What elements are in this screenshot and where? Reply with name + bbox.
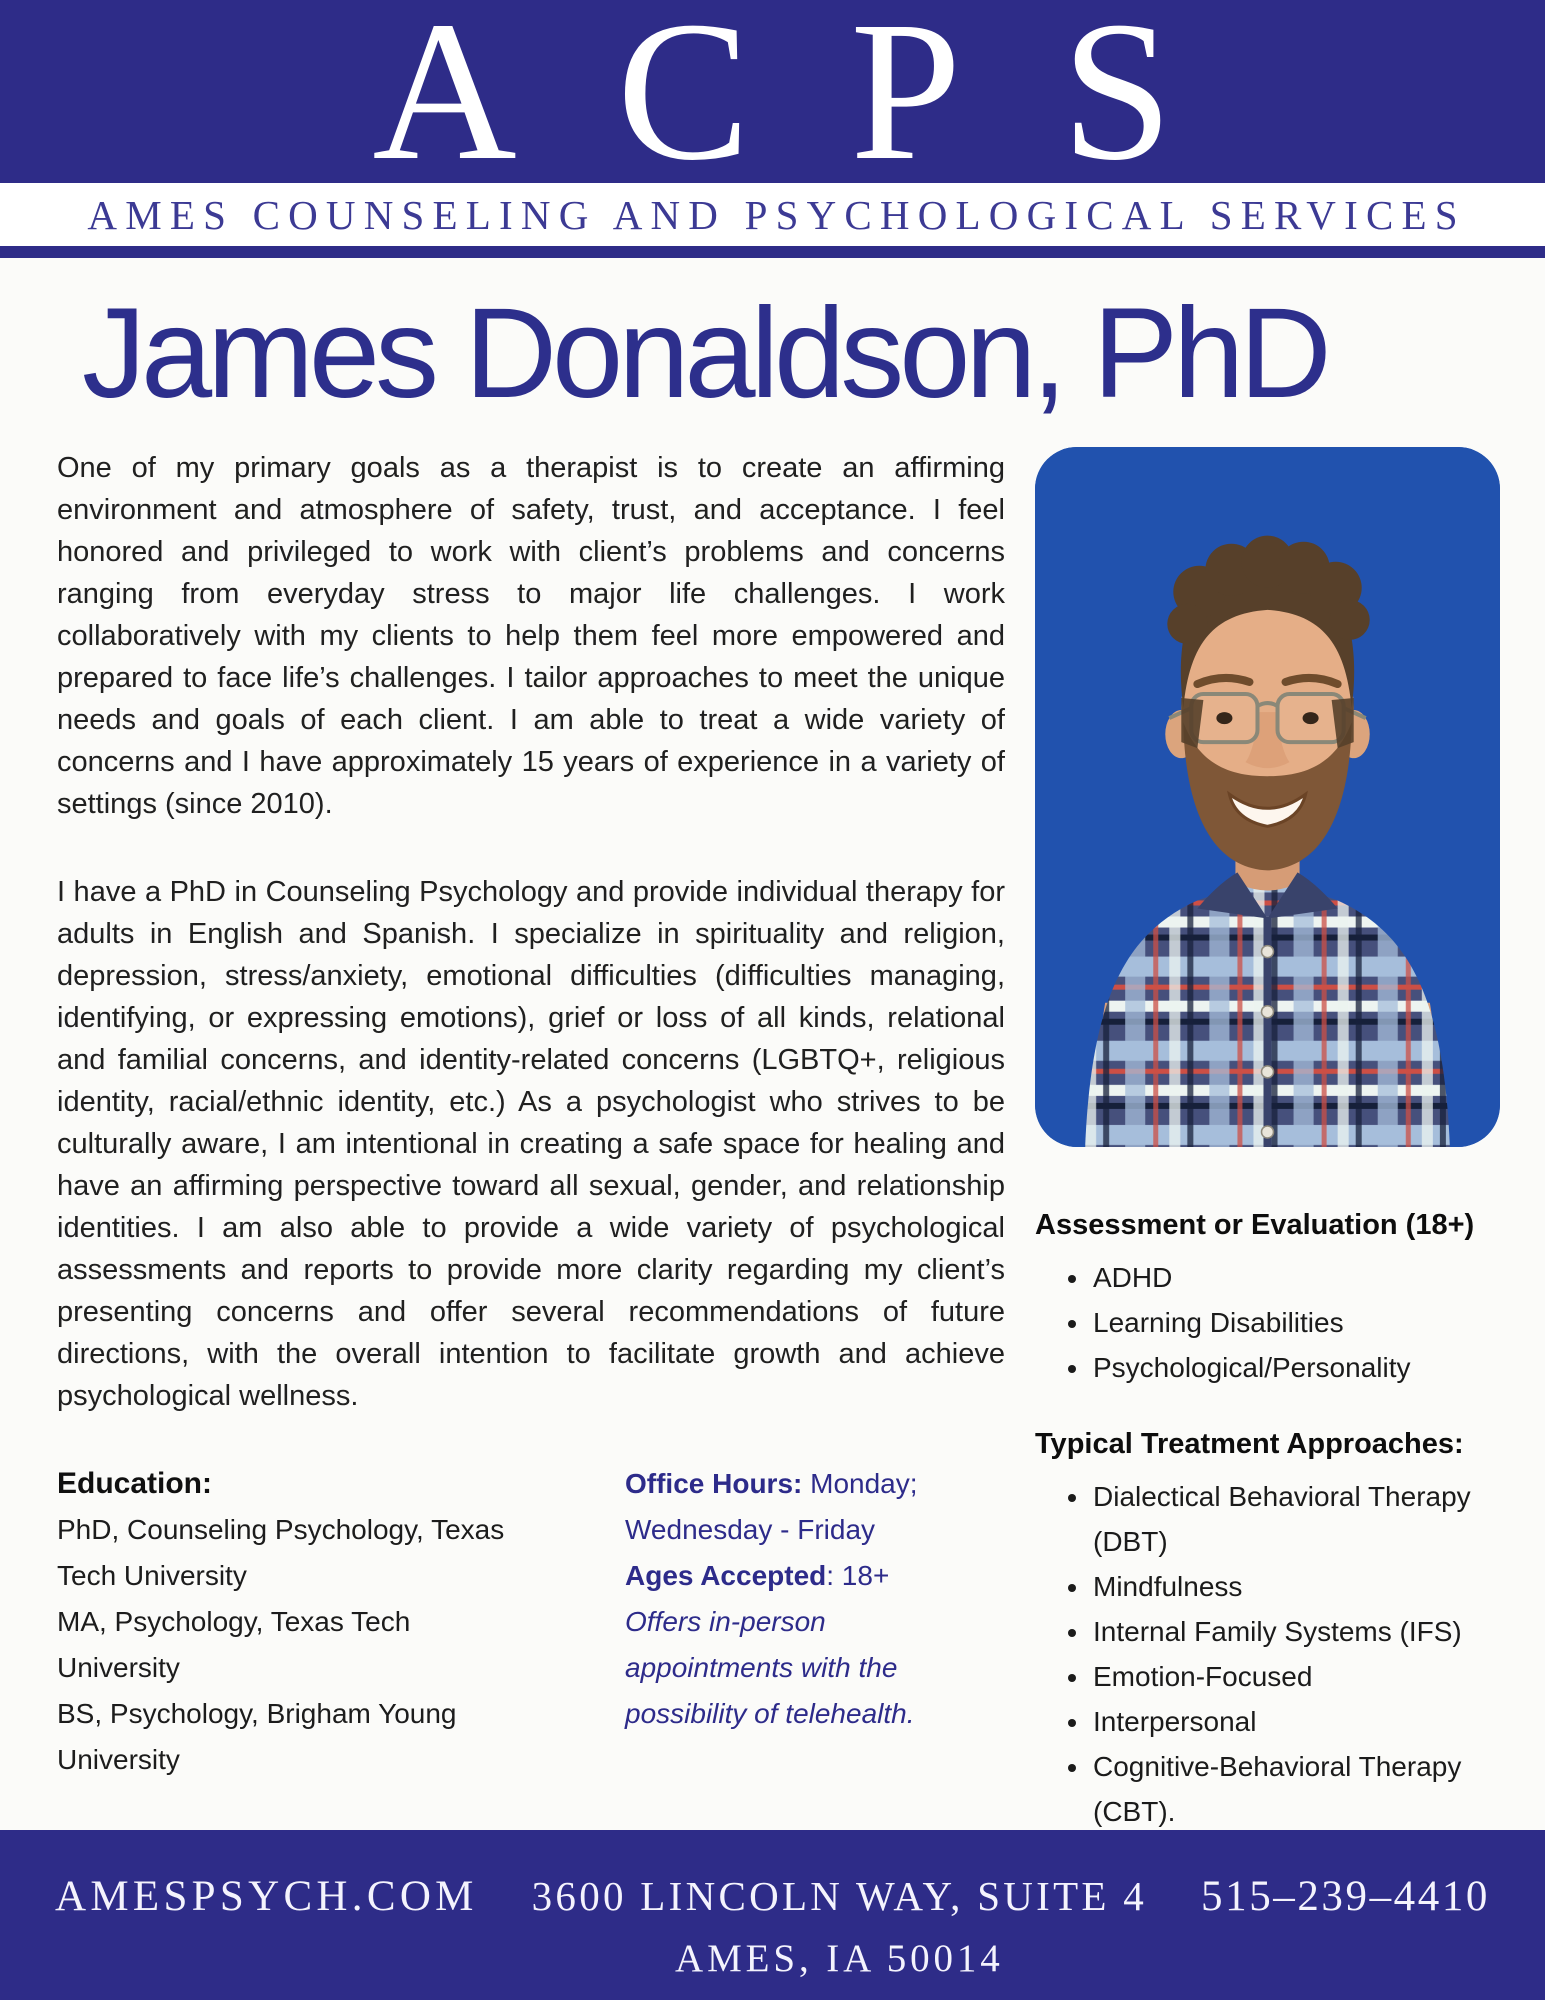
address-line-2: AMES, IA 50014 [675, 1937, 1004, 1980]
office-hours-line [625, 1461, 975, 1553]
organization-name: AMES COUNSELING AND PSYCHOLOGICAL SERVICES [87, 191, 1466, 238]
education-section [57, 1461, 537, 1783]
list-item: • Internal Family Systems (IFS) [1091, 1609, 1500, 1654]
list-item: • Cognitive-Behavioral Therapy (CBT). [1091, 1744, 1500, 1834]
treatment-list [1035, 1474, 1500, 1834]
assessment-heading: Assessment or Evaluation (18+) [1035, 1209, 1475, 1242]
header-band [0, 0, 1545, 183]
phone-number: 515–239–4410 [1201, 1873, 1490, 1920]
bio-paragraph: One of my primary goals as a therapist is to create an affirming environment and atmosphere of safety, trust, and acceptance. I feel honored and privileged to work with client’s problems and concerns ranging from everyday stress to major life challenges. I work collaboratively with my clients to help them feel more empowered and prepared to face life’s challenges. I tailor approaches to meet the unique needs and goals of each client. I am able to treat a wide variety of concerns and I have approximately 15 years of experience in a variety of settings (since 2010). [57, 452, 1005, 821]
list-item: • Mindfulness [1091, 1564, 1500, 1609]
page-title: James Donaldson, PhD [82, 282, 1327, 425]
address-line-1: 3600 LINCOLN WAY, SUITE 4 [531, 1873, 1148, 1919]
tagline-strip [0, 183, 1545, 246]
assessment-section [1035, 1205, 1500, 1390]
bio-paragraph: I have a PhD in Counseling Psychology and provide individual therapy for adults in English and Spanish. I specialize in spirituality and religion, depression, stress/anxiety, emotional difficulties (difficulties managing, identifying, or expressing emotions), grief or loss of all kinds, relational and familial concerns, and identity-related concerns (LGBTQ+, religious identity, racial/ethnic identity, etc.) As a psychologist who strives to be culturally aware, I am intentional in creating a safe space for healing and have an affirming perspective toward all sexual, gender, and relationship identities. I am also able to provide a wide variety of psychological assessments and reports to provide more clarity regarding my client’s presenting concerns and offer several recommendations of future directions, with the overall intention to facilitate growth and achieve psychological wellness. [57, 876, 1005, 1413]
list-item: • Psychological/Personality [1091, 1345, 1500, 1390]
bio-section [57, 447, 1005, 1417]
list-item: • Interpersonal [1091, 1699, 1500, 1744]
list-item: • Emotion-Focused [1091, 1654, 1500, 1699]
portrait-photo [1035, 447, 1500, 1147]
person-illustration [1035, 447, 1500, 1147]
info-row [57, 1461, 1005, 1783]
education-item: MA, Psychology, Texas Tech University [57, 1606, 411, 1684]
right-column [1035, 447, 1500, 1834]
left-column [57, 447, 1005, 1834]
treatment-heading: Typical Treatment Approaches: [1035, 1428, 1464, 1461]
address-block [478, 1872, 1201, 1981]
office-hours-value: Monday; Wednesday - Friday [625, 1468, 918, 1546]
office-info-section [625, 1461, 975, 1737]
main-content [57, 447, 1500, 1834]
treatment-section [1035, 1424, 1500, 1834]
footer-band [0, 1830, 1545, 2000]
assessment-list [1035, 1255, 1500, 1390]
education-item: BS, Psychology, Brigham Young University [57, 1698, 457, 1776]
appointment-note: Offers in-person appointments with the possibility of telehealth. [625, 1606, 915, 1730]
header-divider-band [0, 246, 1545, 258]
list-item: • Learning Disabilities [1091, 1300, 1500, 1345]
ages-accepted-line [625, 1553, 975, 1599]
ages-accepted-label: Ages Accepted [625, 1560, 827, 1592]
education-heading: Education: [57, 1467, 212, 1501]
office-hours-label: Office Hours: [625, 1468, 803, 1500]
acps-logo: ACPS [372, 0, 1273, 183]
ages-accepted-value: : 18+ [826, 1560, 890, 1592]
list-item: • Dialectical Behavioral Therapy (DBT) [1091, 1474, 1500, 1564]
list-item: • ADHD [1091, 1255, 1500, 1300]
education-item: PhD, Counseling Psychology, Texas Tech University [57, 1514, 505, 1592]
website-text: AMESPSYCH.COM [55, 1873, 478, 1920]
